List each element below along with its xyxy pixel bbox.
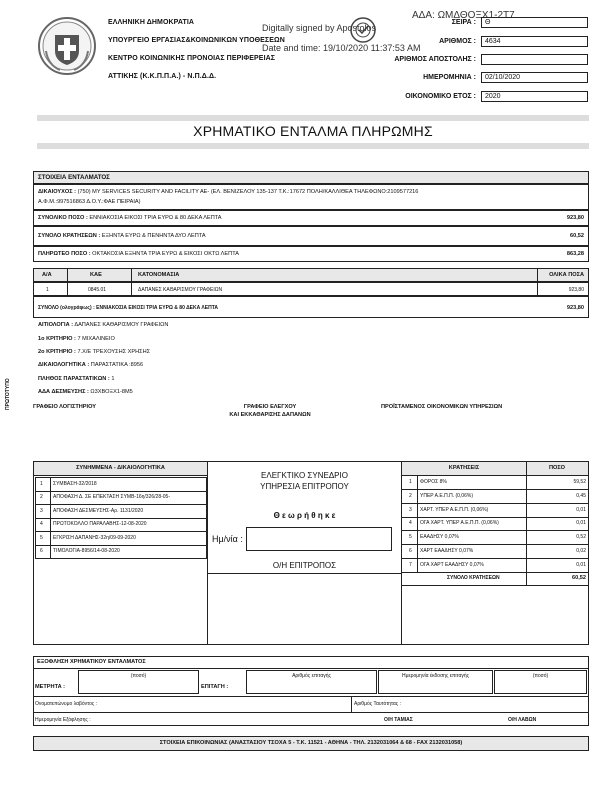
check-amount-hint: (ποσό) (532, 673, 549, 679)
withholding-4-value: 0,01 (576, 520, 586, 526)
total-amount-value: 923,80 (566, 215, 584, 221)
withholding-1-name: ΦΟΡΟΣ 8% (420, 479, 447, 485)
withholding-7-number: 7 (409, 562, 412, 568)
commitment-ada-line (38, 389, 133, 395)
cause-label: ΑΙΤΙΟΛΟΓΙΑ : (38, 322, 74, 328)
attachment-6-text: ΤΙΜΟΛΟΓΙΑ-8956/14-08-2020 (53, 548, 120, 554)
auditor-signature-label: Ο/Η ΕΠΙΤΡΟΠΟΣ (272, 561, 337, 570)
attachments-title: ΣΥΝΗΜΜΕΝΑ - ΔΙΚΑΙΟΛΟΓΗΤΙΚΑ (76, 465, 165, 471)
documents-count-value: 1 (111, 376, 115, 382)
withholding-6-number: 6 (409, 548, 412, 554)
series-value: Θ (481, 17, 588, 28)
items-sum-value: 923,80 (566, 305, 584, 311)
cash-amount-hint: (ποσό) (130, 673, 147, 679)
payable-amount-row (33, 246, 589, 262)
payable-amount-value: 863,28 (566, 251, 584, 257)
withholdings-total-label: ΣΥΝΟΛΟ ΚΡΑΤΗΣΕΩΝ (447, 575, 500, 581)
header-line-1: ΕΛΛΗΝΙΚΗ ΔΗΜΟΚΡΑΤΙΑ (108, 19, 195, 26)
header-line-4: ΑΤΤΙΚΗΣ (Κ.Κ.Π.Π.Α.) - Ν.Π.Δ.Δ. (108, 73, 217, 80)
audit-office-signature-2: ΚΑΙ ΕΚΚΑΘΑΡΙΣΗΣ ΔΑΠΑΝΩΝ (229, 412, 311, 418)
signature-line-2: Date and time: 19/10/2020 11:37:53 AM (262, 43, 421, 53)
attachment-1-text: ΣΥΜΒΑΣΗ-32/2018 (53, 481, 97, 487)
withholding-total-row (33, 226, 589, 246)
criterion-1-label: 1ο ΚΡΙΤΗΡΙΟ : (38, 336, 76, 342)
beneficiary-line-1: (750) MY SERVICES SECURITY AND FACILITY AE- (ΕΛ. ΒΕΝΙΖΕΛΟΥ 135-137 Τ.Κ.:17672 ΠΟΛΗ/ΚΑΛΛΙΘΕΑ ΤΗΛΕΦΩΝΟ:2109577216 (77, 189, 419, 195)
attachment-4-text: ΠΡΩΤΟΚΟΛΛΟ ΠΑΡΑΛΑΒΗΣ-12-08-2020 (53, 521, 147, 527)
number-value: 4634 (481, 36, 588, 47)
header-line-3: ΚΕΝΤΡΟ ΚΟΙΝΩΝΙΚΗΣ ΠΡΟΝΟΙΑΣ ΠΕΡΙΦΕΡΕΙΑΣ (108, 55, 276, 62)
cash-label: ΜΕΤΡΗΤΑ : (35, 684, 66, 690)
date-label: ΗΜΕΡΟΜΗΝΙΑ : (423, 74, 476, 81)
audit-seen-label: Θ ε ω ρ ή θ η κ ε (273, 511, 336, 520)
attachment-4-number: 4 (40, 521, 43, 527)
criterion-2-line (38, 349, 150, 355)
withholdings-col-amount: ΠΟΣΟ (548, 465, 566, 471)
original-side-label: ΠΡΩΤΟΤΥΠΟ (5, 378, 11, 410)
payable-amount-words: ΟΚΤΑΚΟΣΙΑ ΕΞΗΝΤΑ ΤΡΙΑ ΕΥΡΩ & ΕΙΚΟΣΙ ΟΚΤΩ ΛΕΠΤΑ (92, 251, 239, 257)
finance-director-signature: ΠΡΟΪΣΤΑΜΕΝΟΣ ΟΙΚΟΝΟΜΙΚΩΝ ΥΠΗΡΕΣΙΩΝ (381, 404, 503, 410)
withholding-4-name: ΟΓΑ ΧΑΡΤ. ΥΠΕΡ Α.Ε.Π.Π. (0,06%) (420, 520, 499, 526)
withholding-5-name: ΕΑΑΔΗΣΥ 0,07% (420, 534, 459, 540)
payment-title: ΕΞΟΦΛΗΣΗ ΧΡΗΜΑΤΙΚΟΥ ΕΝΤΑΛΜΑΤΟΣ (37, 659, 146, 665)
details-section-header (33, 171, 589, 184)
withholding-6-name: ΧΑΡΤ ΕΑΑΔΗΣΥ 0,07% (420, 548, 474, 554)
title-band-top (37, 115, 589, 121)
col-kae-header: ΚΑΕ (90, 272, 102, 278)
item-name: ΔΑΠΑΝΕΣ ΚΑΘΑΡΙΣΜΟΥ ΓΡΑΦΕΙΩΝ (138, 287, 223, 293)
details-section-title: ΣΤΟΙΧΕΙΑ ΕΝΤΑΛΜΑΤΟΣ (38, 174, 110, 181)
attachment-5-text: ΕΓΚΡΙΣΗ ΔΑΠΑΝΗΣ-32η/09-09-2020 (53, 535, 136, 541)
item-aa: 1 (46, 287, 49, 293)
series-label: ΣΕΙΡΑ : (451, 19, 476, 26)
withholding-7-name: ΟΓΑ ΧΑΡΤ ΕΑΑΔΗΣΥ 0,07% (420, 562, 484, 568)
attachments-header (34, 462, 207, 475)
documents-count-label: ΠΛΗΘΟΣ ΠΑΡΑΣΤΑΤΙΚΩΝ : (38, 376, 110, 382)
attachment-2-text: ΑΠΟΦΑΣΗ Δ. ΣΕ ΕΠΕΚΤΑΣΗ ΣΥΜΒ-16η/326/28-05- (53, 494, 170, 500)
documents-value: ΠΑΡΑΣΤΑΤΙΚΑ :8956 (90, 362, 144, 368)
dispatch-number-value (481, 54, 588, 65)
withholdings-col-name: ΚΡΑΤΗΣΕΙΣ (448, 465, 480, 471)
dispatch-number-label: ΑΡΙΘΜΟΣ ΑΠΟΣΤΟΛΗΣ : (394, 56, 476, 63)
total-amount-row (33, 210, 589, 226)
id-number-label: Αριθμός Ταυτότητας : (354, 701, 401, 707)
payee-name-label: Ονοματεπώνυμο λαβόντος : (35, 701, 98, 707)
audit-date-label: Ημ/νία : (212, 534, 243, 544)
criterion-1-line (38, 336, 115, 342)
withholding-2-number: 2 (409, 493, 412, 499)
audit-office-signature-1: ΓΡΑΦΕΙΟ ΕΛΕΓΧΟΥ (243, 404, 297, 410)
fiscal-year-value: 2020 (481, 91, 588, 102)
criterion-1-value: 7 ΜΙΧΑΛΙΝΕΙΟ (77, 336, 115, 342)
receiver-label: Ο/Η ΛΑΒΩΝ (508, 717, 537, 723)
accounting-office-signature: ΓΡΑΦΕΙΟ ΛΟΓΙΣΤΗΡΙΟΥ (33, 404, 97, 410)
items-sum-words: ΕΝΝΙΑΚΟΣΙΑ ΕΙΚΟΣΙ ΤΡΙΑ ΕΥΡΩ & 80 ΔΕΚΑ ΛΕΠΤΑ (96, 305, 219, 311)
attachment-6-number: 6 (40, 548, 43, 554)
withholding-3-value: 0,01 (576, 507, 586, 513)
withholding-7-value: 0,01 (576, 562, 586, 568)
beneficiary-row (33, 184, 589, 210)
greek-republic-emblem (36, 15, 98, 77)
withholding-4-number: 4 (409, 520, 412, 526)
header-line-2: ΥΠΟΥΡΓΕΙΟ ΕΡΓΑΣΙΑΣ&ΚΟΙΝΩΝΙΚΩΝ ΥΠΟΘΕΣΕΩΝ (108, 37, 285, 44)
attachment-1-number: 1 (40, 481, 43, 487)
check-number-hint: Αριθμός επιταγής (292, 673, 331, 679)
ada-code: ΑΔΑ: ΩΜΔΘΟΞΧ1-2Τ7 (412, 10, 515, 21)
col-aa-header: Α/Α (42, 272, 52, 278)
beneficiary-line-2: Α.Φ.Μ.:997516863 Δ.Ο.Υ.:ΦΑΕ ΠΕΙΡΑΙΑ) (38, 199, 141, 205)
items-sum-label: ΣΥΝΟΛΟ (ολογράφως) : (38, 305, 95, 311)
total-amount-label: ΣΥΝΟΛΙΚΟ ΠΟΣΟ : (38, 215, 88, 221)
criterion-2-label: 2ο ΚΡΙΤΗΡΙΟ : (38, 349, 76, 355)
attachment-3-number: 3 (40, 508, 43, 514)
footer-contact: ΣΤΟΙΧΕΙΑ ΕΠΙΚΟΙΝΩΝΙΑΣ (ΑΝΑΣΤΑΣΙΟΥ ΤΣΟΧΑ 5 - Τ.Κ. 11521 - ΑΘΗΝΑ - ΤΗΛ. 2132031064 & 68 - FAX 2132031058) (159, 740, 463, 746)
total-amount-words: ΕΝΝΙΑΚΟΣΙΑ ΕΙΚΟΣΙ ΤΡΙΑ ΕΥΡΩ & 80 ΔΕΚΑ ΛΕΠΤΑ (89, 215, 222, 221)
page-title: ΧΡΗΜΑΤΙΚΟ ΕΝΤΑΛΜΑ ΠΛΗΡΩΜΗΣ (193, 123, 433, 139)
withholding-1-value: 59,52 (573, 479, 586, 485)
withholding-2-name: ΥΠΕΡ Α.Ε.Π.Π. (0,06%) (420, 493, 473, 499)
fiscal-year-label: ΟΙΚΟΝΟΜΙΚΟ ΕΤΟΣ : (405, 93, 476, 100)
withholding-2-value: 0,45 (576, 493, 586, 499)
items-table-row (33, 282, 589, 296)
item-kae: 0845.01 (88, 287, 107, 293)
audit-service-title: ΥΠΗΡΕΣΙΑ ΕΠΙΤΡΟΠΟΥ (260, 482, 349, 491)
audit-date-field[interactable] (246, 527, 392, 551)
cause-value: ΔΑΠΑΝΕΣ ΚΑΘΑΡΙΣΜΟΥ ΓΡΑΦΕΙΩΝ (74, 322, 169, 328)
footer-bar (33, 736, 589, 751)
withholding-5-number: 5 (409, 534, 412, 540)
withholding-total-label: ΣΥΝΟΛΟ ΚΡΑΤΗΣΕΩΝ : (38, 233, 101, 239)
col-name-header: ΚΑΤΟΝΟΜΑΣΙΑ (138, 272, 180, 278)
withholding-5-value: 0,52 (576, 534, 586, 540)
signature-line-1: Digitally signed by Apostolos (262, 23, 377, 33)
withholdings-header (402, 462, 588, 475)
withholding-3-name: ΧΑΡΤ. ΥΠΕΡ Α.Ε.Π.Π. (0,06%) (420, 507, 489, 513)
attachment-2-number: 2 (40, 494, 43, 500)
criterion-2-value: 7.Χ/Ε ΤΡΕΧΟΥΣΗΣ ΧΡΗΣΗΣ (77, 349, 151, 355)
item-amount: 923,80 (568, 287, 584, 293)
items-table-header (33, 268, 589, 282)
cause-line (38, 322, 168, 328)
number-label: ΑΡΙΘΜΟΣ : (439, 38, 476, 45)
withholding-6-value: 0,02 (576, 548, 586, 554)
beneficiary-label: ΔΙΚΑΙΟΥΧΟΣ : (38, 189, 76, 195)
items-sum-row (33, 296, 589, 318)
documents-count-line (38, 376, 114, 382)
attachment-5-number: 5 (40, 535, 43, 541)
attachment-3-text: ΑΠΟΦΑΣΗ ΔΕΣΜΕΥΣΗΣ-Αρ. 1131/2020 (53, 508, 144, 514)
withholding-total-value: 60,52 (570, 233, 584, 239)
date-value: 02/10/2020 (481, 72, 588, 83)
payment-date-label: Ημερομηνία Εξόφλησης : (35, 717, 91, 723)
commitment-ada-label: ΑΔΑ ΔΕΣΜΕΥΣΗΣ : (38, 389, 89, 395)
col-amount-header: ΟΛΙΚΑ ΠΟΣΑ (549, 272, 584, 278)
audit-court-title: ΕΛΕΓΚΤΙΚΟ ΣΥΝΕΔΡΙΟ (261, 471, 348, 480)
documents-line (38, 362, 143, 368)
commitment-ada-value: Ω3ΧΒΟΞΧ1-8Μ5 (90, 389, 133, 395)
documents-label: ΔΙΚΑΙΟΛΟΓΗΤΙΚΑ : (38, 362, 90, 368)
withholding-total-words: ΕΞΗΝΤΑ ΕΥΡΩ & ΠΕΝΗΝΤΑ ΔΥΟ ΛΕΠΤΑ (101, 233, 206, 239)
cashier-label: Ο/Η ΤΑΜΙΑΣ (384, 717, 413, 723)
check-date-hint: Ημερομηνία έκδοσης επιταγής (401, 673, 470, 679)
payable-amount-label: ΠΛΗΡΩΤΕΟ ΠΟΣΟ : (38, 251, 91, 257)
withholdings-total-value: 60,52 (572, 575, 586, 581)
check-label: ΕΠΙΤΑΓΗ : (201, 684, 229, 690)
withholding-1-number: 1 (409, 479, 412, 485)
withholding-3-number: 3 (409, 507, 412, 513)
title-band-bottom (37, 143, 589, 149)
